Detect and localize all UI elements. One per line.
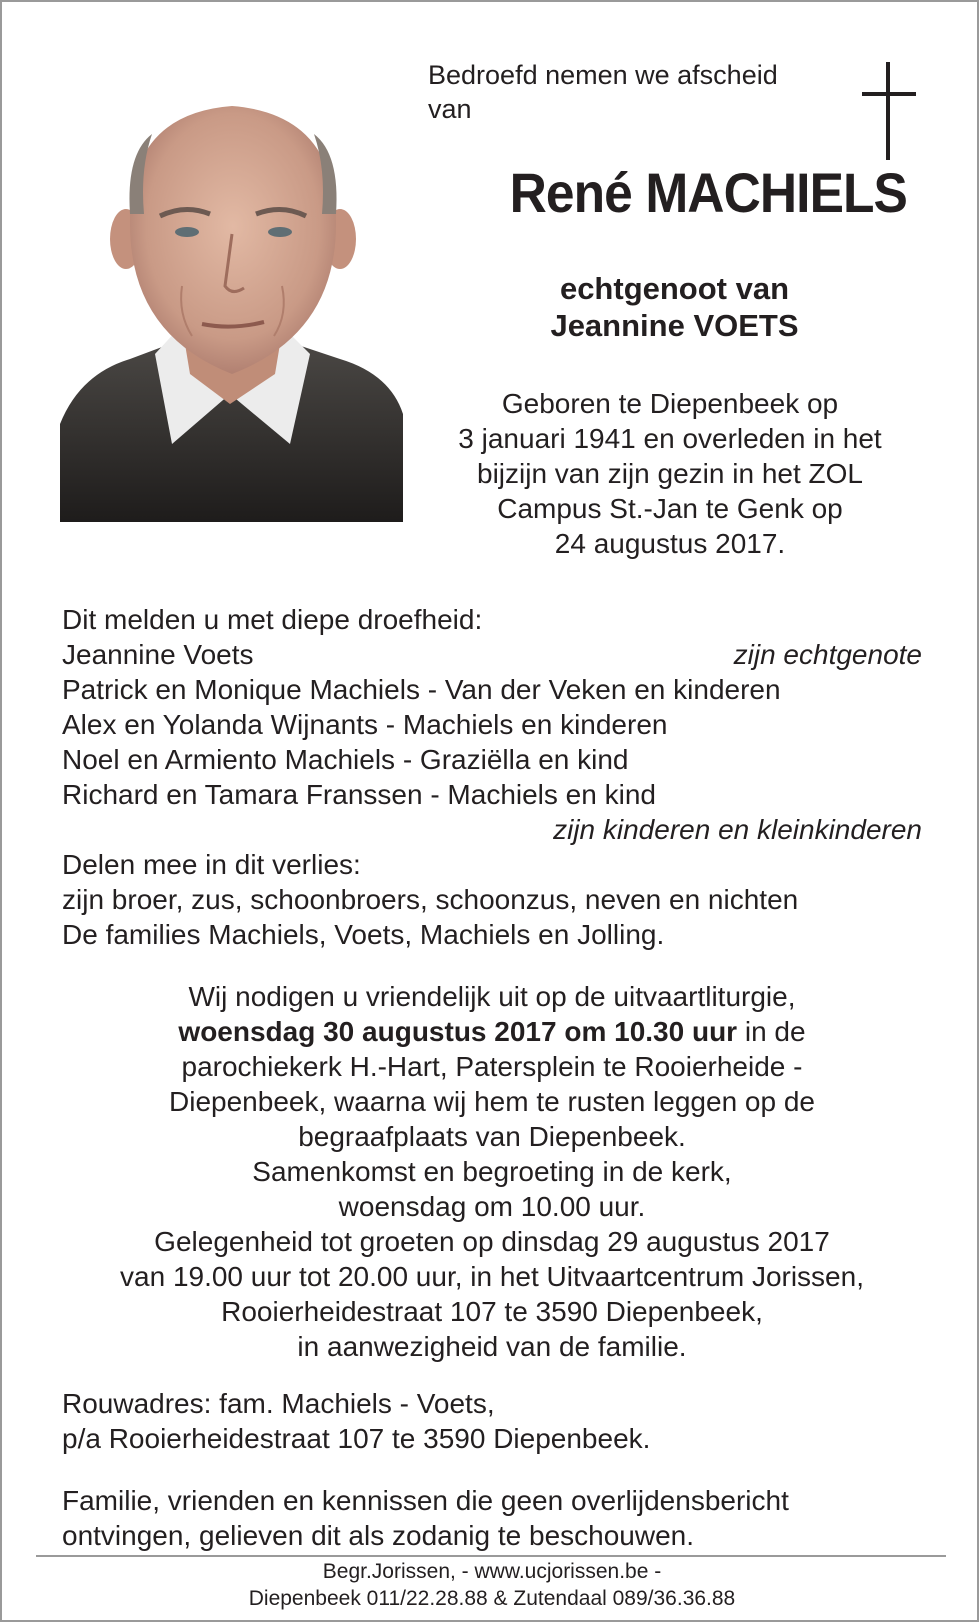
footer-line: Diepenbeek 011/22.28.88 & Zutendaal 089/36.36.88: [248, 1587, 736, 1610]
invite-line: Rooierheidestraat 107 te 3590 Diepenbeek,: [221, 1296, 763, 1327]
birth-line: Geboren te Diepenbeek op: [501, 388, 839, 419]
family-announcement: [62, 602, 922, 952]
address-line: Rouwadres: fam. Machiels - Voets,: [62, 1388, 495, 1419]
footer-divider: [36, 1555, 946, 1557]
birth-line: 3 januari 1941 en overleden in het: [458, 423, 882, 454]
deceased-name: René MACHIELS: [509, 161, 907, 224]
child-line: Patrick en Monique Machiels - Van der Veken en kinderen: [62, 674, 781, 705]
children-role: zijn kinderen en kleinkinderen: [553, 814, 922, 845]
spouse-row-role: zijn echtgenote: [733, 639, 922, 670]
child-line: Alex en Yolanda Wijnants - Machiels en kinderen: [62, 709, 668, 740]
invite-date-line: [42, 1014, 942, 1049]
funeral-date: woensdag 30 augustus 2017 om 10.30 uur: [178, 1016, 738, 1047]
birth-line: 24 augustus 2017.: [554, 528, 786, 559]
funeral-invitation: [42, 979, 942, 1364]
birth-line: bijzijn van zijn gezin in het ZOL: [477, 458, 863, 489]
notice-line: Familie, vrienden en kennissen die geen overlijdensbericht: [62, 1485, 789, 1516]
spouse-block: [452, 270, 897, 344]
share-line: De families Machiels, Voets, Machiels en Jolling.: [62, 919, 665, 950]
invite-line: Wij nodigen u vriendelijk uit op de uitvaartliturgie,: [188, 981, 796, 1012]
birth-line: Campus St.-Jan te Genk op: [497, 493, 843, 524]
spouse-relation: echtgenoot van: [559, 271, 790, 306]
notice-line: ontvingen, gelieven dit als zodanig te beschouwen.: [62, 1520, 694, 1551]
intro-line: van: [428, 94, 472, 124]
invite-line: in aanwezigheid van de familie.: [297, 1331, 687, 1362]
portrait-photo: [60, 74, 403, 522]
spouse-name: Jeannine VOETS: [550, 308, 799, 343]
mourning-address: [62, 1386, 922, 1456]
announce-heading: Dit melden u met diepe droefheid:: [62, 604, 483, 635]
invite-line-rest: in de: [737, 1016, 806, 1047]
invite-line: woensdag om 10.00 uur.: [338, 1191, 646, 1222]
invite-line: parochiekerk H.-Hart, Patersplein te Rooierheide -: [181, 1051, 803, 1082]
child-line: Richard en Tamara Franssen - Machiels en kind: [62, 779, 656, 810]
spouse-row-name: Jeannine Voets: [62, 639, 254, 670]
spouse-row: [62, 637, 922, 672]
share-heading: Delen mee in dit verlies:: [62, 849, 361, 880]
invite-line: Gelegenheid tot groeten op dinsdag 29 augustus 2017: [154, 1226, 830, 1257]
footer-line: Begr.Jorissen, - www.ucjorissen.be -: [322, 1560, 662, 1583]
birth-death-block: [420, 386, 920, 561]
cross-icon: [862, 62, 918, 162]
intro-line: Bedroefd nemen we afscheid: [428, 60, 778, 90]
notice-text: [62, 1483, 922, 1553]
intro-text: [428, 58, 848, 126]
invite-line: van 19.00 uur tot 20.00 uur, in het Uitvaartcentrum Jorissen,: [120, 1261, 864, 1292]
address-line: p/a Rooierheidestraat 107 te 3590 Diepenbeek.: [62, 1423, 651, 1454]
invite-line: Samenkomst en begroeting in de kerk,: [252, 1156, 732, 1187]
invite-line: begraafplaats van Diepenbeek.: [298, 1121, 686, 1152]
child-line: Noel en Armiento Machiels - Graziëlla en kind: [62, 744, 629, 775]
invite-line: Diepenbeek, waarna wij hem te rusten leggen op de: [169, 1086, 815, 1117]
funeral-home-footer: [42, 1558, 942, 1612]
share-line: zijn broer, zus, schoonbroers, schoonzus, neven en nichten: [62, 884, 799, 915]
